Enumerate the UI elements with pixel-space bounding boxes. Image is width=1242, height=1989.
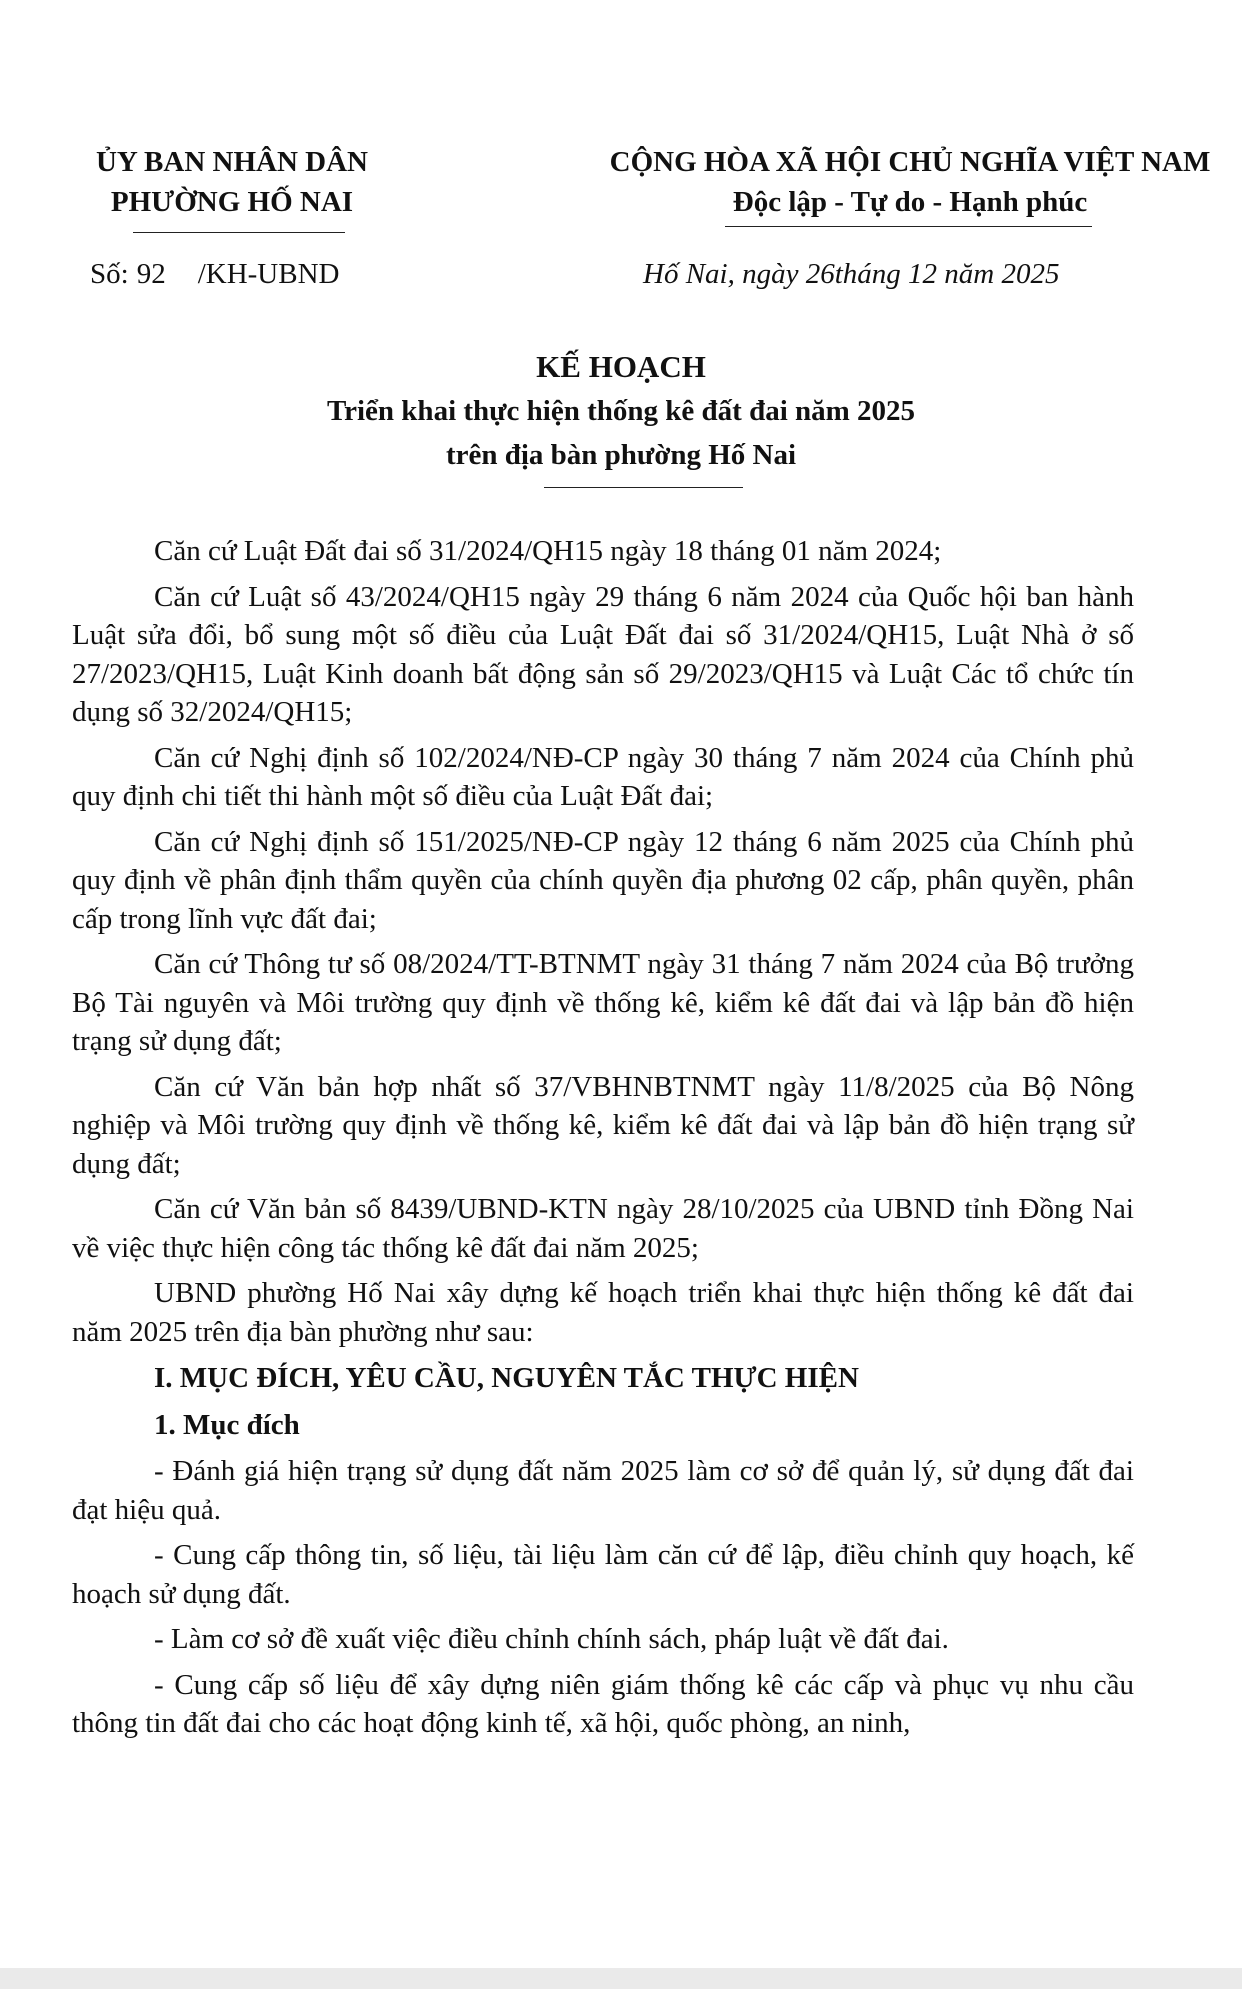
legal-basis-paragraph: Căn cứ Luật Đất đai số 31/2024/QH15 ngày 18 tháng 01 năm 2024; xyxy=(154,535,942,567)
purpose-item: - Đánh giá hiện trạng sử dụng đất năm 2025 làm cơ sở để quản lý, sử dụng đất đai đạt hiệu quả. xyxy=(72,1455,1134,1526)
number-value: 92 xyxy=(136,258,166,290)
document-title xyxy=(0,345,1242,477)
legal-basis-paragraph: Căn cứ Văn bản số 8439/UBND-KTN ngày 28/10/2025 của UBND tỉnh Đồng Nai về việc thực hiện công tác thống kê đất đai năm 2025; xyxy=(72,1193,1134,1264)
issuing-authority xyxy=(62,142,402,222)
number-suffix: /KH-UBND xyxy=(197,258,340,290)
national-motto-line: Độc lập - Tự do - Hạnh phúc xyxy=(732,186,1088,218)
subsection-heading: 1. Mục đích xyxy=(154,1409,300,1441)
authority-line-2: PHƯỜNG HỐ NAI xyxy=(110,186,354,218)
intro-paragraph: UBND phường Hố Nai xây dựng kế hoạch triển khai thực hiện thống kê đất đai năm 2025 trên địa bàn phường như sau: xyxy=(72,1277,1134,1348)
title-subtitle-1: Triển khai thực hiện thống kê đất đai năm 2025 xyxy=(326,395,916,427)
legal-basis-paragraph: Căn cứ Nghị định số 151/2025/NĐ-CP ngày 12 tháng 6 năm 2025 của Chính phủ quy định về phân định thẩm quyền của chính quyền địa phương 02 cấp, phân quyền, phân cấp trong lĩnh vực đất đai; xyxy=(72,825,1134,935)
section-heading: I. MỤC ĐÍCH, YÊU CẦU, NGUYÊN TẮC THỰC HIỆN xyxy=(154,1362,859,1394)
page-bottom-edge xyxy=(0,1968,1242,1989)
number-prefix: Số: xyxy=(90,258,129,290)
legal-basis-paragraph: Căn cứ Nghị định số 102/2024/NĐ-CP ngày 30 tháng 7 năm 2024 của Chính phủ quy định chi tiết thi hành một số điều của Luật Đất đai; xyxy=(72,741,1134,812)
title-underline xyxy=(544,487,743,488)
legal-basis-paragraph: Căn cứ Thông tư số 08/2024/TT-BTNMT ngày 31 tháng 7 năm 2024 của Bộ trưởng Bộ Tài nguyên và Môi trường quy định về thống kê, kiểm kê đất đai và lập bản đồ hiện trạng sử dụng đất; xyxy=(72,948,1134,1057)
purpose-item: - Cung cấp thông tin, số liệu, tài liệu làm căn cứ để lập, điều chỉnh quy hoạch, kế hoạch sử dụng đất. xyxy=(72,1539,1134,1610)
legal-basis-paragraph: Căn cứ Văn bản hợp nhất số 37/VBHNBTNMT ngày 11/8/2025 của Bộ Nông nghiệp và Môi trường quy định về thống kê, kiểm kê đất đai và lập bản đồ hiện trạng sử dụng đất; xyxy=(72,1070,1134,1180)
document-number xyxy=(90,258,339,291)
purpose-item: - Làm cơ sở đề xuất việc điều chỉnh chính sách, pháp luật về đất đai. xyxy=(154,1623,949,1655)
purpose-item: - Cung cấp số liệu để xây dựng niên giám thống kê các cấp và phục vụ nhu cầu thông tin đất đai cho các hoạt động kinh tế, xã hội, quốc phòng, an ninh, xyxy=(72,1668,1134,1739)
authority-line-1: ỦY BAN NHÂN DÂN xyxy=(95,146,368,178)
national-title: CỘNG HÒA XÃ HỘI CHỦ NGHĨA VIỆT NAM xyxy=(609,146,1211,178)
authority-underline xyxy=(133,232,345,233)
national-motto xyxy=(605,142,1215,222)
title-main: KẾ HOẠCH xyxy=(536,349,706,384)
motto-underline xyxy=(725,226,1092,227)
document-body xyxy=(72,532,1134,1750)
title-subtitle-2: trên địa bàn phường Hố Nai xyxy=(445,439,797,471)
legal-basis-paragraph: Căn cứ Luật số 43/2024/QH15 ngày 29 tháng 6 năm 2024 của Quốc hội ban hành Luật sửa đổi, bổ sung một số điều của Luật Đất đai số 31/2024/QH15, Luật Nhà ở số 27/2023/QH15, Luật Kinh doanh bất động sản số 29/2023/QH15 và Luật Các tổ chức tín dụng số 32/2024/QH15; xyxy=(72,580,1134,728)
place-and-date: Hố Nai, ngày 26tháng 12 năm 2025 xyxy=(643,258,1060,290)
